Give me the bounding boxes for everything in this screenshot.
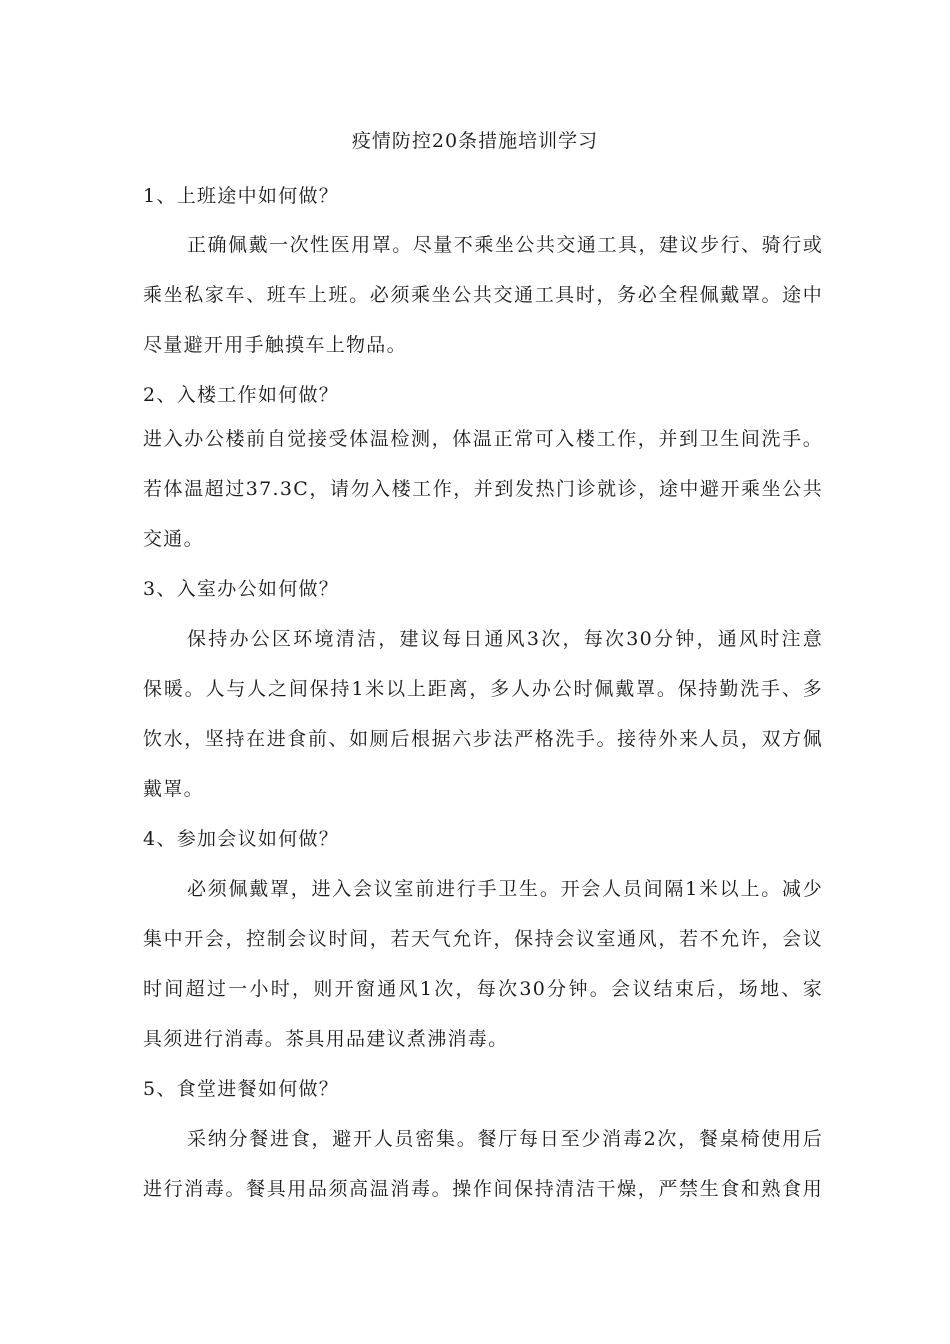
paragraph-line: 戴罩。 xyxy=(143,778,204,800)
paragraph-line: 正确佩戴一次性医用罩。尽量不乘坐公共交通工具，建议步行、骑行或 xyxy=(187,234,823,256)
paragraph-line: 乘坐私家车、班车上班。必须乘坐公共交通工具时，务必全程佩戴罩。途中 xyxy=(143,284,823,306)
section-heading-2: 2、入楼工作如何做？ xyxy=(143,384,340,406)
section-heading-4: 4、参加会议如何做？ xyxy=(143,828,340,850)
paragraph-line: 保暖。人与人之间保持1米以上距离，多人办公时佩戴罩。保持勤洗手、多 xyxy=(143,678,823,700)
document-title: 疫情防控20条措施培训学习 xyxy=(351,130,599,152)
paragraph-line: 采纳分餐进食，避开人员密集。餐厅每日至少消毒2次，餐桌椅使用后 xyxy=(187,1128,823,1150)
paragraph-line: 具须进行消毒。茶具用品建议煮沸消毒。 xyxy=(143,1028,509,1050)
section-heading-1: 1、上班途中如何做？ xyxy=(143,185,340,207)
paragraph-line: 集中开会，控制会议时间，若天气允许，保持会议室通风，若不允许，会议 xyxy=(143,928,823,950)
section-heading-3: 3、入室办公如何做？ xyxy=(143,578,340,600)
paragraph-line: 若体温超过37.3C，请勿入楼工作，并到发热门诊就诊，途中避开乘坐公共 xyxy=(143,478,823,500)
paragraph-line: 保持办公区环境清洁，建议每日通风3次，每次30分钟，通风时注意 xyxy=(187,628,823,650)
paragraph-line: 饮水，坚持在进食前、如厕后根据六步法严格洗手。接待外来人员，双方佩 xyxy=(143,728,823,750)
paragraph-line: 必须佩戴罩，进入会议室前进行手卫生。开会人员间隔1米以上。减少 xyxy=(187,878,823,900)
section-heading-5: 5、食堂进餐如何做？ xyxy=(143,1078,340,1100)
paragraph-line: 进入办公楼前自觉接受体温检测，体温正常可入楼工作，并到卫生间洗手。 xyxy=(143,428,823,450)
paragraph-line: 进行消毒。餐具用品须高温消毒。操作间保持清洁干燥，严禁生食和熟食用 xyxy=(143,1178,823,1200)
paragraph-line: 时间超过一小时，则开窗通风1次，每次30分钟。会议结束后，场地、家 xyxy=(143,978,823,1000)
paragraph-line: 交通。 xyxy=(143,528,204,550)
paragraph-line: 尽量避开用手触摸车上物品。 xyxy=(143,334,407,356)
